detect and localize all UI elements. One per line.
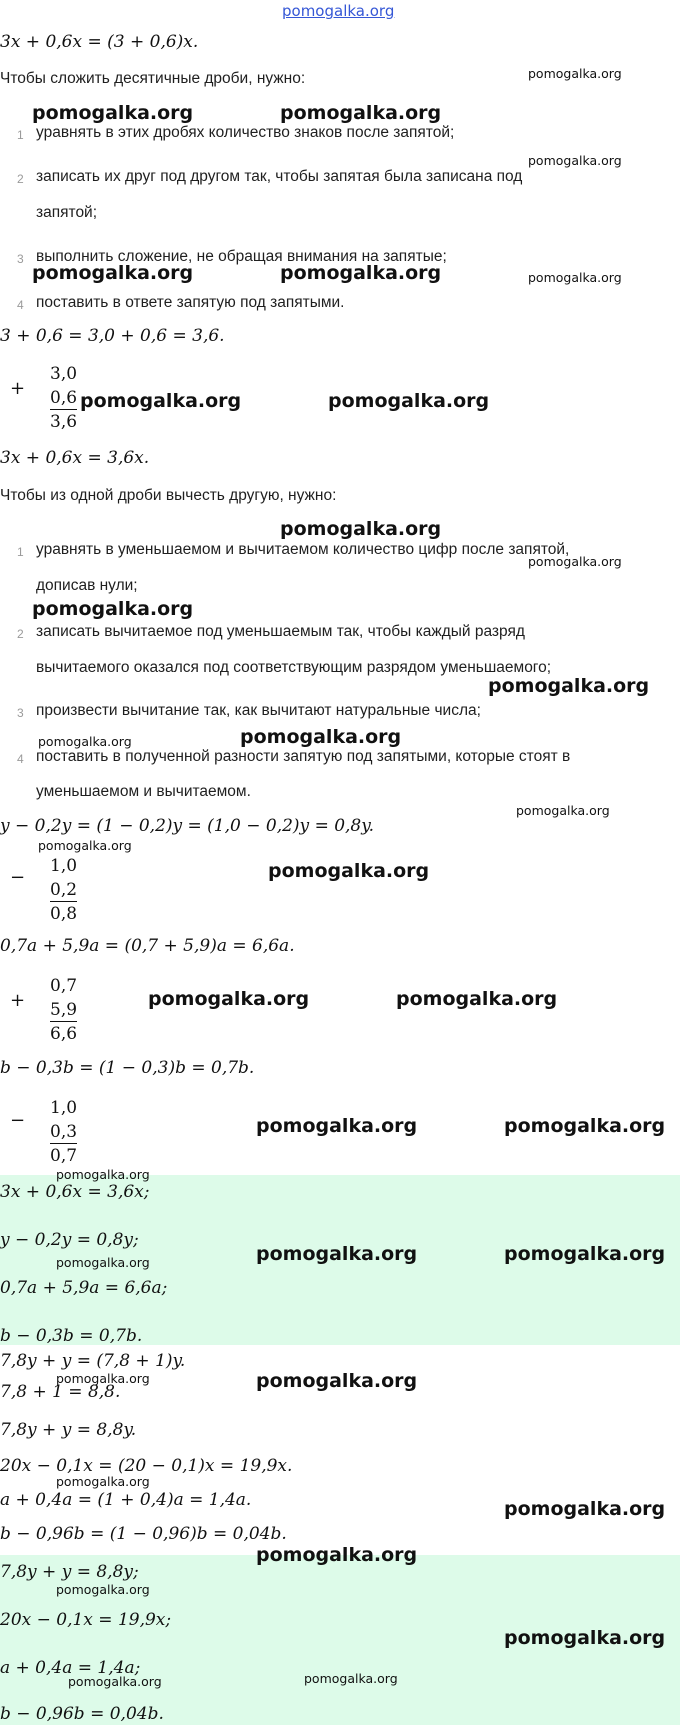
answer-line: b − 0,3b = 0,7b. bbox=[0, 1326, 143, 1346]
answer-line: 7,8y + y = 8,8y; bbox=[0, 1562, 139, 1582]
watermark: pomogalka.org bbox=[504, 1498, 666, 1520]
watermark: pomogalka.org bbox=[32, 598, 194, 620]
column-operand: 5,9 bbox=[50, 1000, 78, 1020]
column-operand: 0,7 bbox=[50, 976, 78, 996]
watermark: pomogalka.org bbox=[328, 390, 490, 412]
equation-5: 0,7a + 5,9a = (0,7 + 5,9)a = 6,6a. bbox=[0, 936, 295, 956]
equation-line: a + 0,4a = (1 + 0,4)a = 1,4a. bbox=[0, 1490, 252, 1510]
equation-2: 3 + 0,6 = 3,0 + 0,6 = 3,6. bbox=[0, 326, 225, 346]
watermark: pomogalka.org bbox=[504, 1627, 666, 1649]
watermark: pomogalka.org bbox=[256, 1115, 418, 1137]
watermark: pomogalka.org bbox=[56, 1167, 150, 1182]
watermark: pomogalka.org bbox=[528, 66, 622, 81]
column-calculation bbox=[50, 854, 77, 926]
equation-line: 20x − 0,1x = (20 − 0,1)x = 19,9x. bbox=[0, 1456, 293, 1476]
watermark: pomogalka.org bbox=[280, 262, 442, 284]
watermark: pomogalka.org bbox=[56, 1582, 150, 1597]
answer-line: b − 0,96b = 0,04b. bbox=[0, 1704, 164, 1724]
watermark: pomogalka.org bbox=[304, 1671, 398, 1686]
column-operand: 0,2 bbox=[50, 880, 78, 900]
column-calculation bbox=[50, 1096, 77, 1168]
watermark: pomogalka.org bbox=[56, 1474, 150, 1489]
watermark: pomogalka.org bbox=[396, 988, 558, 1010]
watermark: pomogalka.org bbox=[528, 270, 622, 285]
step-text-continued: дописав нули; bbox=[36, 577, 138, 594]
step-number: 1 bbox=[17, 128, 24, 142]
step-number: 4 bbox=[17, 298, 24, 312]
answer-line: 20x − 0,1x = 19,9x; bbox=[0, 1610, 172, 1630]
step-text: записать их друг под другом так, чтобы запятая была записана под bbox=[36, 168, 523, 185]
column-operator: − bbox=[10, 1110, 26, 1131]
column-operand: 1,0 bbox=[50, 856, 78, 876]
equation-line: 7,8 + 1 = 8,8. bbox=[0, 1382, 121, 1402]
watermark: pomogalka.org bbox=[240, 726, 402, 748]
watermark: pomogalka.org bbox=[528, 153, 622, 168]
watermark: pomogalka.org bbox=[32, 262, 194, 284]
addition-rule-intro: Чтобы сложить десятичные дроби, нужно: bbox=[0, 70, 306, 87]
site-link[interactable]: pomogalka.org bbox=[282, 2, 395, 20]
step-number: 3 bbox=[17, 252, 24, 266]
column-result: 0,8 bbox=[50, 904, 78, 924]
step-text: уравнять в этих дробях количество знаков после запятой; bbox=[36, 124, 455, 141]
watermark: pomogalka.org bbox=[38, 734, 132, 749]
watermark: pomogalka.org bbox=[68, 1674, 162, 1689]
column-calculation bbox=[50, 974, 77, 1046]
column-operand: 3,0 bbox=[50, 364, 78, 384]
watermark: pomogalka.org bbox=[256, 1544, 418, 1566]
column-operand: 0,3 bbox=[50, 1122, 78, 1142]
watermark: pomogalka.org bbox=[268, 860, 430, 882]
step-text-continued: вычитаемого оказался под соответствующим разрядом уменьшаемого; bbox=[36, 659, 552, 676]
step-text: записать вычитаемое под уменьшаемым так, чтобы каждый разряд bbox=[36, 623, 525, 640]
subtraction-rule-intro: Чтобы из одной дроби вычесть другую, нужно: bbox=[0, 487, 337, 504]
step-number: 4 bbox=[17, 752, 24, 766]
watermark: pomogalka.org bbox=[256, 1243, 418, 1265]
column-operand: 0,6 bbox=[50, 388, 78, 408]
answer-line: 0,7a + 5,9a = 6,6a; bbox=[0, 1278, 168, 1298]
column-operator: + bbox=[10, 990, 26, 1011]
watermark: pomogalka.org bbox=[80, 390, 242, 412]
step-number: 1 bbox=[17, 545, 24, 559]
watermark: pomogalka.org bbox=[504, 1243, 666, 1265]
step-text: поставить в ответе запятую под запятыми. bbox=[36, 294, 345, 311]
column-operator: + bbox=[10, 378, 26, 399]
column-operand: 1,0 bbox=[50, 1098, 78, 1118]
watermark: pomogalka.org bbox=[148, 988, 310, 1010]
watermark: pomogalka.org bbox=[528, 554, 622, 569]
equation-6: b − 0,3b = (1 − 0,3)b = 0,7b. bbox=[0, 1058, 255, 1078]
equation-line: b − 0,96b = (1 − 0,96)b = 0,04b. bbox=[0, 1524, 287, 1544]
column-calculation bbox=[50, 362, 77, 434]
watermark: pomogalka.org bbox=[516, 803, 610, 818]
equation-line: 7,8y + y = 8,8y. bbox=[0, 1420, 137, 1440]
step-text-continued: запятой; bbox=[36, 204, 98, 221]
watermark: pomogalka.org bbox=[56, 1371, 150, 1386]
equation-4: y − 0,2y = (1 − 0,2)y = (1,0 − 0,2)y = 0,8y. bbox=[0, 816, 374, 836]
step-text: произвести вычитание так, как вычитают натуральные числа; bbox=[36, 702, 481, 719]
watermark: pomogalka.org bbox=[280, 518, 442, 540]
column-result: 0,7 bbox=[50, 1146, 78, 1166]
answer-line: y − 0,2y = 0,8y; bbox=[0, 1230, 139, 1250]
equation-3: 3x + 0,6x = 3,6x. bbox=[0, 448, 150, 468]
watermark: pomogalka.org bbox=[488, 675, 650, 697]
step-number: 2 bbox=[17, 172, 24, 186]
column-result: 3,6 bbox=[50, 412, 78, 432]
watermark: pomogalka.org bbox=[56, 1255, 150, 1270]
equation-line: 7,8y + y = (7,8 + 1)y. bbox=[0, 1351, 186, 1371]
step-text-continued: уменьшаемом и вычитаемом. bbox=[36, 783, 251, 800]
column-operator: − bbox=[10, 867, 26, 888]
step-number: 2 bbox=[17, 627, 24, 641]
watermark: pomogalka.org bbox=[32, 102, 194, 124]
column-result: 6,6 bbox=[50, 1024, 78, 1044]
watermark: pomogalka.org bbox=[256, 1370, 418, 1392]
answer-line: 3x + 0,6x = 3,6x; bbox=[0, 1182, 150, 1202]
watermark: pomogalka.org bbox=[38, 838, 132, 853]
step-number: 3 bbox=[17, 706, 24, 720]
step-text: уравнять в уменьшаемом и вычитаемом количество цифр после запятой, bbox=[36, 541, 570, 558]
step-text: выполнить сложение, не обращая внимания на запятые; bbox=[36, 248, 447, 265]
equation-1: 3x + 0,6x = (3 + 0,6)x. bbox=[0, 32, 199, 52]
watermark: pomogalka.org bbox=[280, 102, 442, 124]
watermark: pomogalka.org bbox=[504, 1115, 666, 1137]
step-text: поставить в полученной разности запятую под запятыми, которые стоят в bbox=[36, 748, 571, 765]
answer-line: a + 0,4a = 1,4a; bbox=[0, 1658, 141, 1678]
